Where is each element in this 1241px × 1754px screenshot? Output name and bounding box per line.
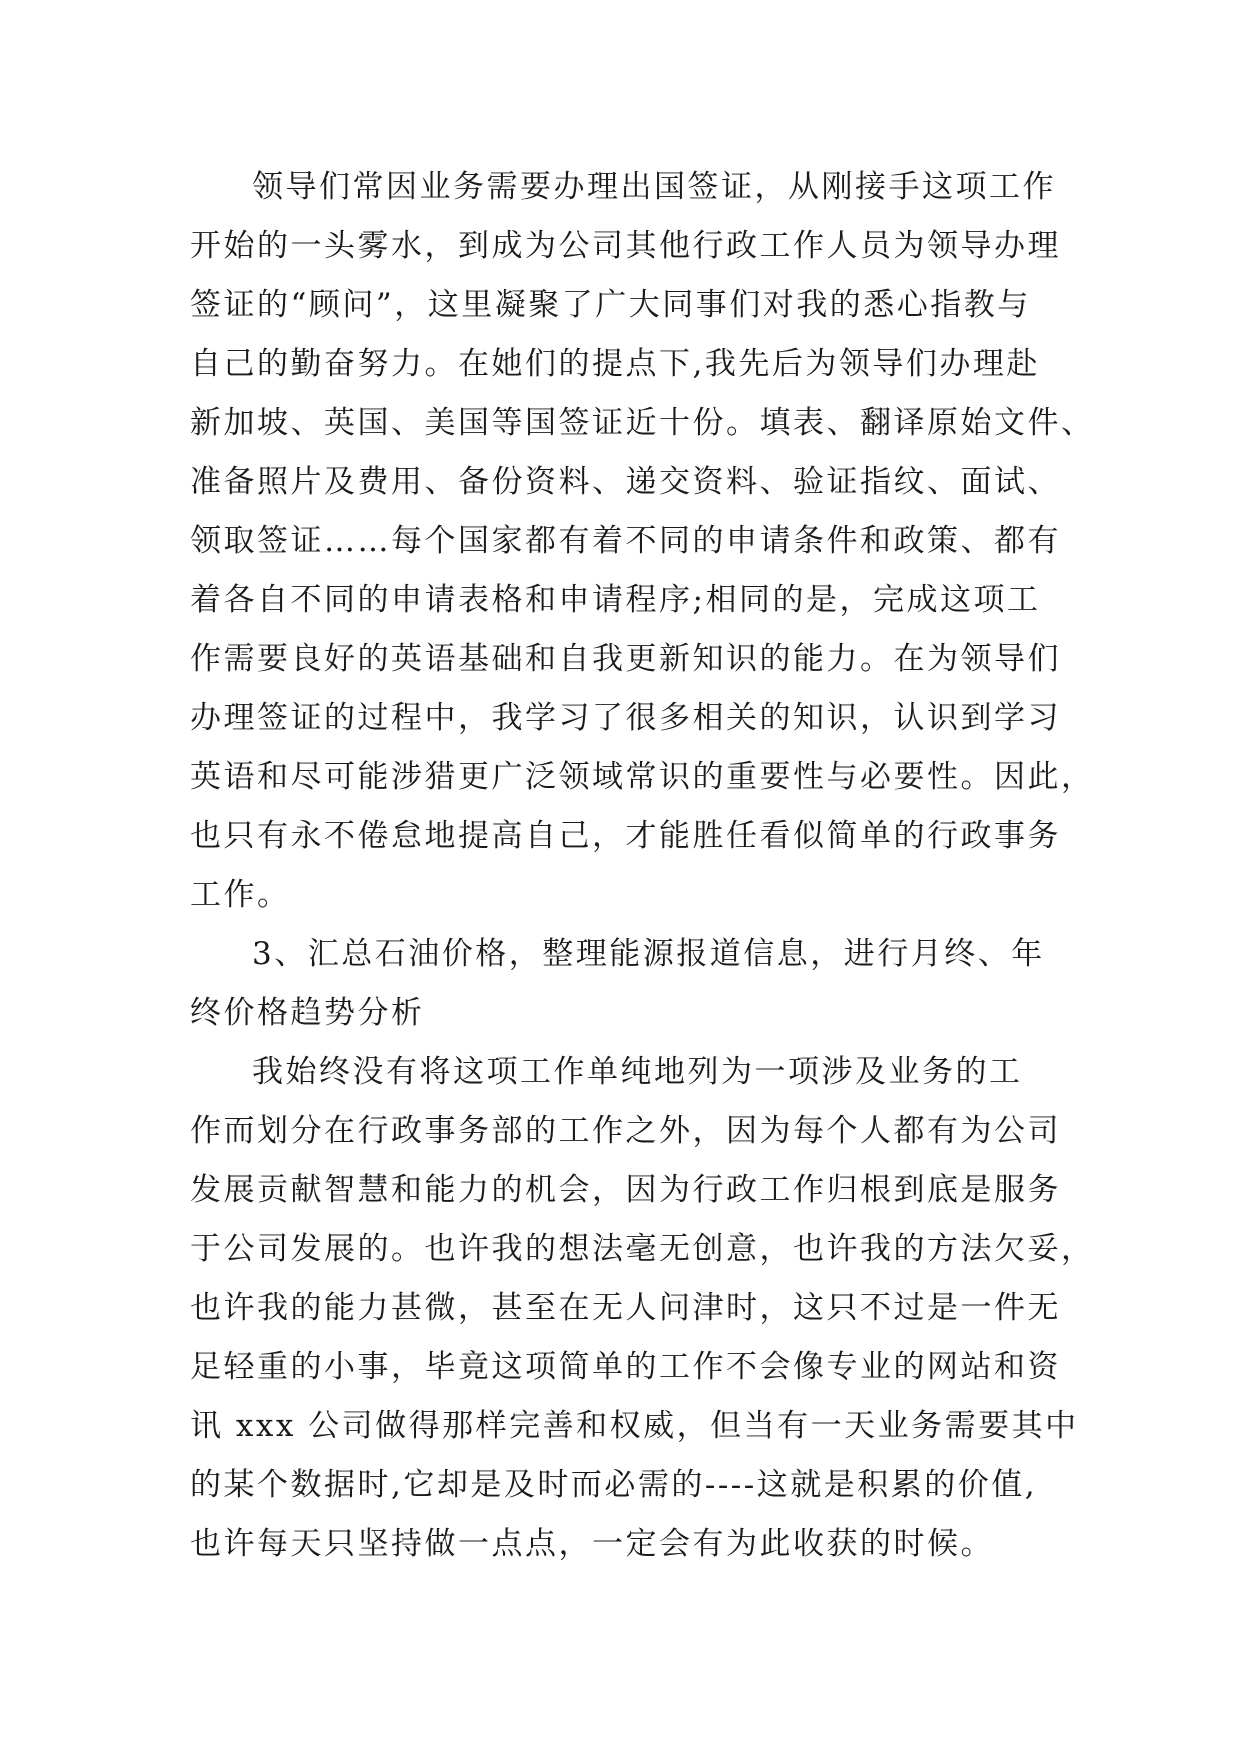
section-heading-line-1: 3、汇总石油价格，整理能源报道信息，进行月终、年 <box>252 936 1045 972</box>
paragraph-visa-line-2: 开始的一头雾水，到成为公司其他行政工作人员为领导办理 <box>190 228 1061 264</box>
paragraph-visa-line-9: 作需要良好的英语基础和自我更新知识的能力。在为领导们 <box>190 641 1061 677</box>
paragraph-visa-line-13: 工作。 <box>190 877 291 913</box>
paragraph-oil-line-3: 发展贡献智慧和能力的机会，因为行政工作归根到底是服务 <box>190 1172 1061 1208</box>
paragraph-visa-line-10: 办理签证的过程中，我学习了很多相关的知识，认识到学习 <box>190 700 1061 736</box>
paragraph-oil-line-7: 讯 xxx 公司做得那样完善和权威，但当有一天业务需要其中 <box>190 1408 1079 1444</box>
paragraph-oil-line-4: 于公司发展的。也许我的想法毫无创意，也许我的方法欠妥， <box>190 1231 1095 1267</box>
paragraph-visa-line-12: 也只有永不倦怠地提高自己，才能胜任看似简单的行政事务 <box>190 818 1061 854</box>
paragraph-visa-line-8: 着各自不同的申请表格和申请程序;相同的是，完成这项工 <box>190 582 1041 618</box>
paragraph-visa-line-4: 自己的勤奋努力。在她们的提点下,我先后为领导们办理赴 <box>190 346 1040 382</box>
paragraph-oil-line-5: 也许我的能力甚微，甚至在无人问津时，这只不过是一件无 <box>190 1290 1061 1326</box>
paragraph-visa-line-6: 准备照片及费用、备份资料、递交资料、验证指纹、面试、 <box>190 464 1061 500</box>
paragraph-visa-line-11: 英语和尽可能涉猎更广泛领域常识的重要性与必要性。因此， <box>190 759 1095 795</box>
paragraph-visa-line-1: 领导们常因业务需要办理出国签证，从刚接手这项工作 <box>252 169 1056 205</box>
paragraph-oil-line-6: 足轻重的小事，毕竟这项简单的工作不会像专业的网站和资 <box>190 1349 1061 1385</box>
paragraph-oil-line-8: 的某个数据时,它却是及时而必需的----这就是积累的价值, <box>190 1467 1038 1503</box>
paragraph-oil-line-1: 我始终没有将这项工作单纯地列为一项涉及业务的工 <box>252 1054 1023 1090</box>
section-heading-line-2: 终价格趋势分析 <box>190 995 425 1031</box>
paragraph-visa-line-7: 领取签证……每个国家都有着不同的申请条件和政策、都有 <box>190 523 1061 559</box>
paragraph-visa-line-5: 新加坡、英国、美国等国签证近十份。填表、翻译原始文件、 <box>190 405 1095 441</box>
paragraph-oil-line-9: 也许每天只坚持做一点点，一定会有为此收获的时候。 <box>190 1526 994 1562</box>
body-text <box>190 158 1095 1574</box>
paragraph-visa-line-3: 签证的“顾问”，这里凝聚了广大同事们对我的悉心指教与 <box>190 287 1031 323</box>
paragraph-oil-line-2: 作而划分在行政事务部的工作之外，因为每个人都有为公司 <box>190 1113 1061 1149</box>
